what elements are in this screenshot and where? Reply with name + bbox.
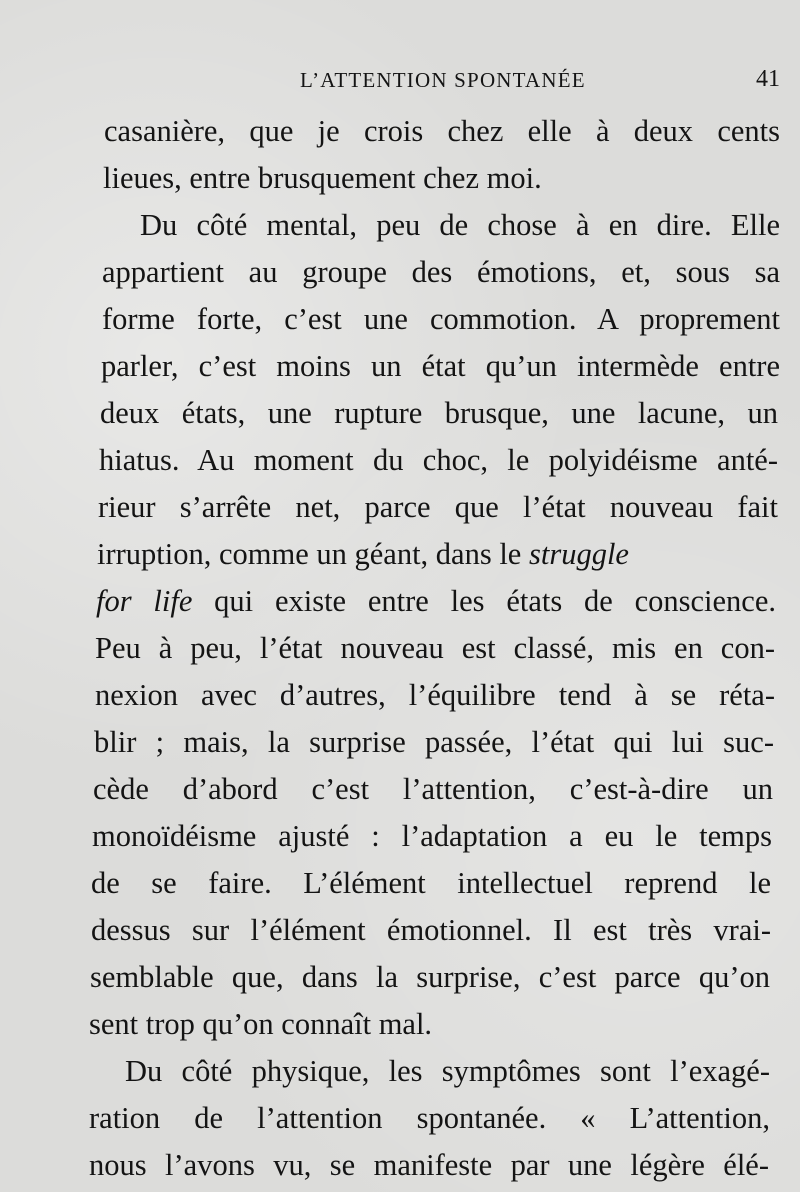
text-line: semblable que, dans la surprise, c’est parce qu’on bbox=[90, 960, 770, 994]
text-line: rieur s’arrête net, parce que l’état nouveau fait bbox=[98, 490, 778, 524]
running-head bbox=[0, 62, 800, 102]
text-line: monoïdéisme ajusté : l’adaptation a eu le temps bbox=[92, 819, 772, 853]
text-line: de se faire. L’élément intellectuel reprend le bbox=[91, 866, 771, 900]
text-line: forme forte, c’est une commotion. A proprement bbox=[102, 302, 780, 336]
text-line bbox=[96, 578, 776, 624]
text-line: casanière, que je crois chez elle à deux cents bbox=[104, 114, 780, 148]
text-line: hiatus. Au moment du choc, le polyidéisme anté- bbox=[99, 443, 778, 477]
text-line: appartient au groupe des émotions, et, sous sa bbox=[102, 255, 780, 289]
text-line: deux états, une rupture brusque, une lacune, un bbox=[100, 396, 778, 430]
text-line bbox=[97, 531, 777, 577]
text-line: nexion avec d’autres, l’équilibre tend à se réta- bbox=[95, 678, 775, 712]
text-segment: irruption, comme un géant, dans le bbox=[97, 537, 522, 571]
text-line: blir ; mais, la surprise passée, l’état qui lui suc- bbox=[94, 725, 774, 759]
text-line: Du côté physique, les symptômes sont l’exagé- bbox=[125, 1054, 770, 1088]
text-line: Peu à peu, l’état nouveau est classé, mis en con- bbox=[95, 631, 775, 665]
text-line: cède d’abord c’est l’attention, c’est-à-dire un bbox=[93, 772, 773, 806]
running-title: L’ATTENTION SPONTANÉE bbox=[300, 68, 586, 92]
text-line: parler, c’est moins un état qu’un intermède entre bbox=[101, 349, 780, 383]
text-line: sent trop qu’on connaît mal. bbox=[89, 1007, 433, 1041]
italic-phrase: for life bbox=[96, 584, 193, 618]
text-line: lieues, entre brusquement chez moi. bbox=[103, 161, 542, 195]
text-line: nous l’avons vu, se manifeste par une légère élé- bbox=[89, 1148, 769, 1182]
text-segment: qui existe entre les états de conscience. bbox=[214, 584, 777, 618]
text-line: Du côté mental, peu de chose à en dire. Elle bbox=[140, 208, 780, 242]
italic-phrase: struggle bbox=[528, 537, 629, 571]
text-line: dessus sur l’élément émotionnel. Il est très vrai- bbox=[91, 913, 771, 947]
text-line: ration de l’attention spontanée. « L’attention, bbox=[89, 1101, 770, 1135]
page-number: 41 bbox=[756, 66, 780, 92]
